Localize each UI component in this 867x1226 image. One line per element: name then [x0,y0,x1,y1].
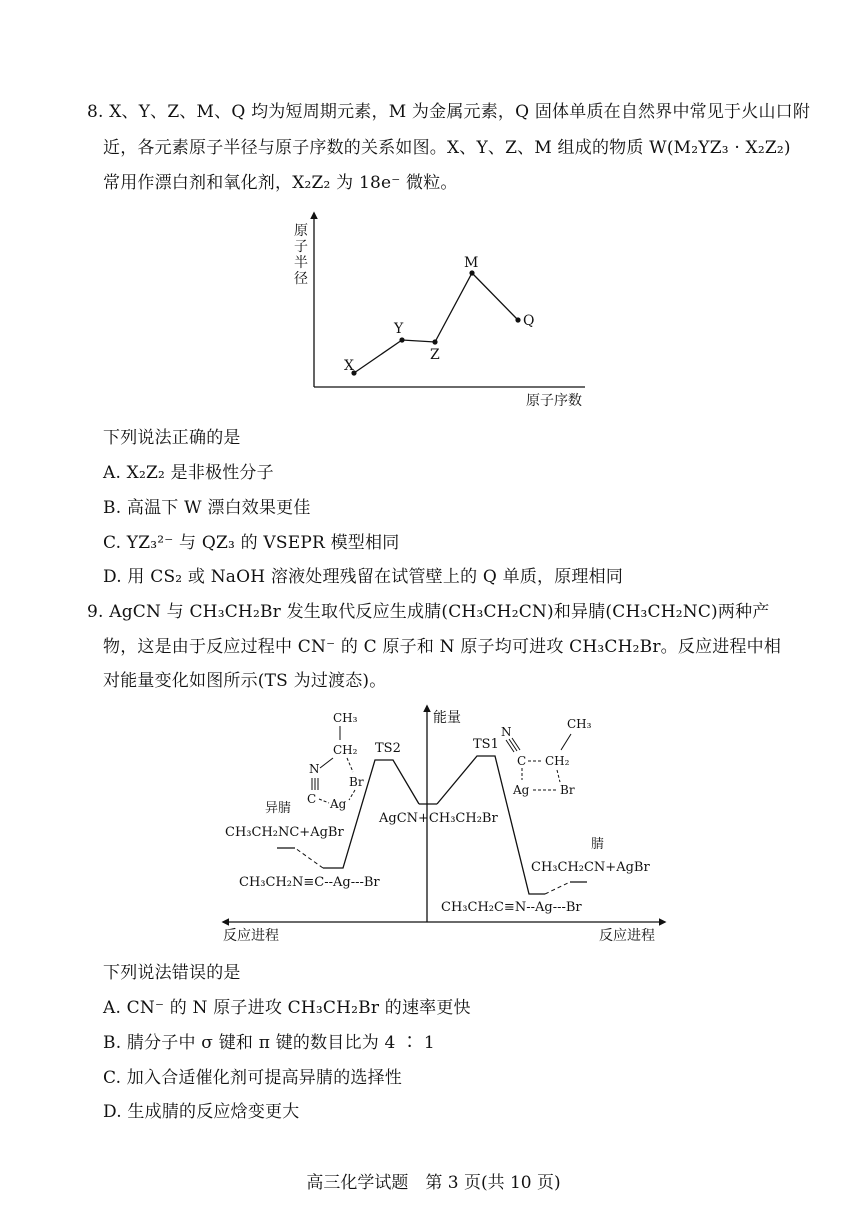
svg-text:C: C [517,754,527,768]
point-q [515,317,520,322]
point-z [432,339,437,344]
y-label-4: 径 [294,271,308,287]
q8-option-b: B. 高温下 W 漂白效果更佳 [103,498,311,518]
label-m: M [464,255,479,271]
isonitrile-label: 异腈 [265,801,292,816]
q8-option-c: C. YZ₃²⁻ 与 QZ₃ 的 VSEPR 模型相同 [103,533,400,553]
y-label-2: 子 [294,239,308,255]
ts1-label: TS1 [473,737,499,752]
svg-text:C: C [307,792,317,806]
q8-option-a: A. X₂Z₂ 是非极性分子 [103,463,274,483]
left-axis-label: 反应进程 [223,928,279,944]
q9-line1: 9. AgCN 与 CH₃CH₂Br 发生取代反应生成腈(CH₃CH₂CN)和异腈(CH₃CH₂NC)两种产 [87,602,770,622]
label-z: Z [430,347,440,363]
point-y [399,337,404,342]
q9-line3: 对能量变化如图所示(TS 为过渡态)。 [103,671,387,691]
q8-line2: 近，各元素原子半径与原子序数的关系如图。X、Y、Z、M 组成的物质 W(M₂YZ₃ · X₂Z₂) [103,138,791,158]
svg-text:Ag: Ag [513,783,530,797]
svg-text:Br: Br [560,783,575,797]
page-footer: 高三化学试题 第 3 页(共 10 页) [306,1173,561,1193]
y-label-1: 原 [294,223,308,239]
isonitrile-product: CH₃CH₂NC+AgBr [225,825,344,840]
svg-text:Br: Br [349,775,364,789]
svg-text:CH₂: CH₂ [333,743,358,757]
svg-text:Ag: Ag [330,797,347,811]
ts2-label: TS2 [375,741,401,756]
q8-prompt: 下列说法正确的是 [103,428,241,448]
q9-option-a: A. CN⁻ 的 N 原子进攻 CH₃CH₂Br 的速率更快 [103,998,471,1018]
svg-text:CH₃: CH₃ [567,717,592,731]
label-y: Y [394,321,404,337]
nitrile-label: 腈 [591,837,605,852]
svg-text:CH₂: CH₂ [545,754,570,768]
q9-option-d: D. 生成腈的反应焓变更大 [103,1102,300,1122]
q8-line1: 8. X、Y、Z、M、Q 均为短周期元素，M 为金属元素，Q 固体单质在自然界中常见于火山口附 [87,102,811,122]
y-label-3: 半 [294,255,308,271]
x-label: 原子序数 [526,393,582,409]
svg-text:N: N [309,762,320,776]
label-x: X [344,358,354,374]
energy-diagram [215,700,675,950]
right-complex: CH₃CH₂C≡N--Ag---Br [441,900,582,915]
reactant-label: AgCN+CH₃CH₂Br [379,811,498,826]
q8-line3: 常用作漂白剂和氧化剂，X₂Z₂ 为 18e⁻ 微粒。 [103,173,458,193]
right-axis-label: 反应进程 [599,928,655,944]
label-q: Q [523,313,535,329]
q9-option-c: C. 加入合适催化剂可提高异腈的选择性 [103,1068,403,1088]
svg-text:N: N [501,725,512,739]
q9-line2: 物，这是由于反应过程中 CN⁻ 的 C 原子和 N 原子均可进攻 CH₃CH₂Br。反应进程中相 [103,637,782,657]
energy-label: 能量 [433,710,461,726]
q8-option-d: D. 用 CS₂ 或 NaOH 溶液处理残留在试管壁上的 Q 单质，原理相同 [103,567,624,587]
left-complex: CH₃CH₂N≡C--Ag---Br [239,875,380,890]
nitrile-product: CH₃CH₂CN+AgBr [531,860,650,875]
svg-text:CH₃: CH₃ [333,711,358,725]
point-m [469,270,474,275]
radius-chart [280,205,610,415]
q9-option-b: B. 腈分子中 σ 键和 π 键的数目比为 4 ∶ 1 [103,1033,435,1053]
q9-prompt: 下列说法错误的是 [103,963,241,983]
